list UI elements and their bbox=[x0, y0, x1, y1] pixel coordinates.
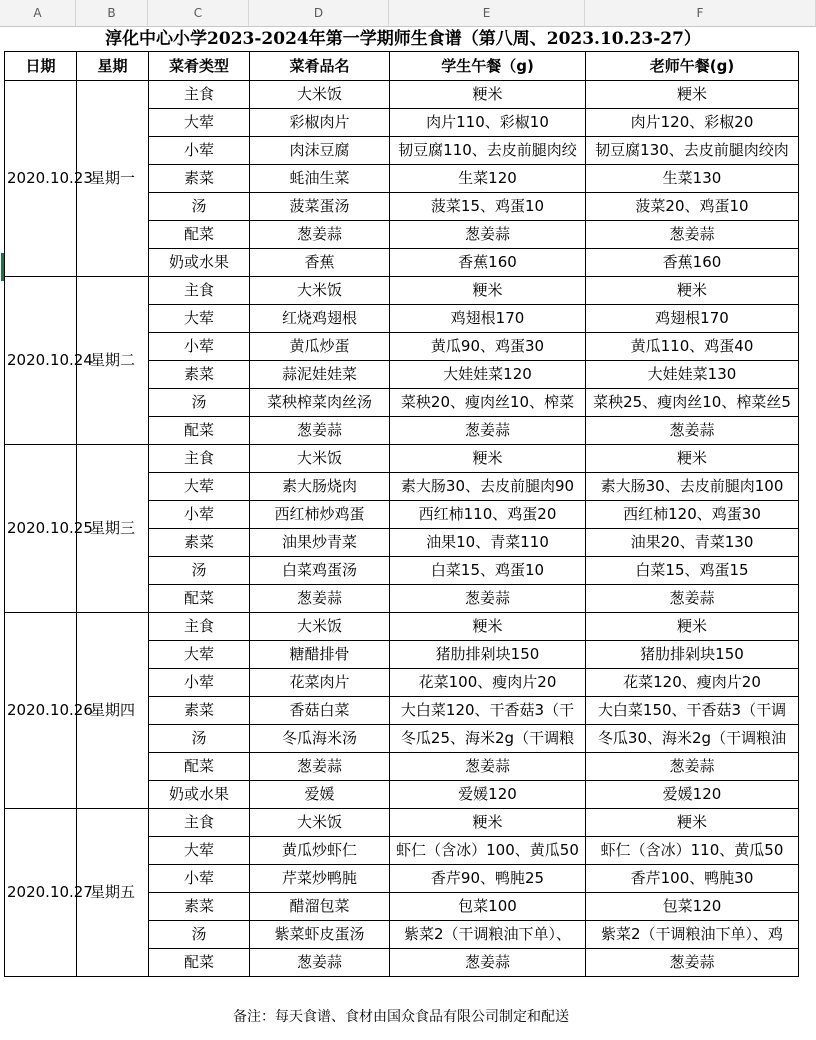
dish-type-cell[interactable]: 奶或水果 bbox=[149, 249, 250, 277]
dish-name-cell[interactable]: 大米饭 bbox=[250, 445, 390, 473]
student-lunch-cell[interactable]: 猪肋排剁块150 bbox=[390, 641, 586, 669]
student-lunch-cell[interactable]: 素大肠30、去皮前腿肉90 bbox=[390, 473, 586, 501]
teacher-lunch-cell[interactable]: 粳米 bbox=[586, 613, 799, 641]
teacher-lunch-cell[interactable]: 虾仁（含冰）110、黄瓜50 bbox=[586, 837, 799, 865]
dish-name-cell[interactable]: 彩椒肉片 bbox=[250, 109, 390, 137]
dish-name-cell[interactable]: 爱媛 bbox=[250, 781, 390, 809]
header-teacher-lunch[interactable]: 老师午餐(g) bbox=[586, 52, 799, 81]
dish-type-cell[interactable]: 素菜 bbox=[149, 697, 250, 725]
dish-type-cell[interactable]: 素菜 bbox=[149, 165, 250, 193]
student-lunch-cell[interactable]: 大白菜120、干香菇3（干 bbox=[390, 697, 586, 725]
footnote[interactable]: 备注：每天食谱、食材由国众食品有限公司制定和配送 bbox=[233, 1009, 569, 1025]
header-date[interactable]: 日期 bbox=[5, 52, 77, 81]
dish-type-cell[interactable]: 主食 bbox=[149, 81, 250, 109]
dish-name-cell[interactable]: 黄瓜炒蛋 bbox=[250, 333, 390, 361]
dish-name-cell[interactable]: 葱姜蒜 bbox=[250, 585, 390, 613]
dish-type-cell[interactable]: 素菜 bbox=[149, 361, 250, 389]
dish-type-cell[interactable]: 主食 bbox=[149, 277, 250, 305]
dish-name-cell[interactable]: 芹菜炒鸭肫 bbox=[250, 865, 390, 893]
column-header-a[interactable]: A bbox=[0, 0, 76, 26]
teacher-lunch-cell[interactable]: 猪肋排剁块150 bbox=[586, 641, 799, 669]
teacher-lunch-cell[interactable]: 粳米 bbox=[586, 81, 799, 109]
column-header-b[interactable]: B bbox=[76, 0, 148, 26]
teacher-lunch-cell[interactable]: 葱姜蒜 bbox=[586, 949, 799, 977]
dish-type-cell[interactable]: 汤 bbox=[149, 725, 250, 753]
header-dish-name[interactable]: 菜肴品名 bbox=[250, 52, 390, 81]
dish-type-cell[interactable]: 主食 bbox=[149, 613, 250, 641]
table-row bbox=[5, 445, 799, 473]
dish-name-cell[interactable]: 素大肠烧肉 bbox=[250, 473, 390, 501]
student-lunch-cell[interactable]: 粳米 bbox=[390, 277, 586, 305]
dish-name-cell[interactable]: 红烧鸡翅根 bbox=[250, 305, 390, 333]
date-cell[interactable]: 2020.10.27 bbox=[5, 809, 77, 977]
teacher-lunch-cell[interactable]: 肉片120、彩椒20 bbox=[586, 109, 799, 137]
teacher-lunch-cell[interactable]: 生菜130 bbox=[586, 165, 799, 193]
teacher-lunch-cell[interactable]: 大娃娃菜130 bbox=[586, 361, 799, 389]
dish-type-cell[interactable]: 大荤 bbox=[149, 109, 250, 137]
dish-name-cell[interactable]: 大米饭 bbox=[250, 613, 390, 641]
weekday-cell[interactable]: 星期二 bbox=[77, 277, 149, 445]
teacher-lunch-cell[interactable]: 西红柿120、鸡蛋30 bbox=[586, 501, 799, 529]
column-header-d[interactable]: D bbox=[249, 0, 389, 26]
dish-type-cell[interactable]: 汤 bbox=[149, 389, 250, 417]
dish-name-cell[interactable]: 糖醋排骨 bbox=[250, 641, 390, 669]
dish-type-cell[interactable]: 配菜 bbox=[149, 753, 250, 781]
dish-name-cell[interactable]: 香菇白菜 bbox=[250, 697, 390, 725]
column-header-c[interactable]: C bbox=[148, 0, 249, 26]
student-lunch-cell[interactable]: 葱姜蒜 bbox=[390, 221, 586, 249]
student-lunch-cell[interactable]: 包菜100 bbox=[390, 893, 586, 921]
student-lunch-cell[interactable]: 西红柿110、鸡蛋20 bbox=[390, 501, 586, 529]
weekday-cell[interactable]: 星期四 bbox=[77, 613, 149, 809]
student-lunch-cell[interactable]: 葱姜蒜 bbox=[390, 585, 586, 613]
dish-name-cell[interactable]: 油果炒青菜 bbox=[250, 529, 390, 557]
header-dish-type[interactable]: 菜肴类型 bbox=[149, 52, 250, 81]
student-lunch-cell[interactable]: 粳米 bbox=[390, 613, 586, 641]
teacher-lunch-cell[interactable]: 粳米 bbox=[586, 809, 799, 837]
student-lunch-cell[interactable]: 大娃娃菜120 bbox=[390, 361, 586, 389]
student-lunch-cell[interactable]: 黄瓜90、鸡蛋30 bbox=[390, 333, 586, 361]
dish-type-cell[interactable]: 素菜 bbox=[149, 893, 250, 921]
student-lunch-cell[interactable]: 粳米 bbox=[390, 445, 586, 473]
menu-title[interactable]: 淳化中心小学2023-2024年第一学期师生食谱（第八周、2023.10.23-27） bbox=[105, 29, 701, 49]
dish-name-cell[interactable]: 紫菜虾皮蛋汤 bbox=[250, 921, 390, 949]
dish-type-cell[interactable]: 小荤 bbox=[149, 137, 250, 165]
table-row bbox=[5, 277, 799, 305]
dish-type-cell[interactable]: 大荤 bbox=[149, 837, 250, 865]
date-cell[interactable]: 2020.10.23 bbox=[5, 81, 77, 277]
dish-name-cell[interactable]: 蒜泥娃娃菜 bbox=[250, 361, 390, 389]
dish-type-cell[interactable]: 汤 bbox=[149, 557, 250, 585]
student-lunch-cell[interactable]: 虾仁（含冰）100、黄瓜50 bbox=[390, 837, 586, 865]
dish-type-cell[interactable]: 大荤 bbox=[149, 473, 250, 501]
dish-name-cell[interactable]: 黄瓜炒虾仁 bbox=[250, 837, 390, 865]
table-row bbox=[5, 809, 799, 837]
teacher-lunch-cell[interactable]: 葱姜蒜 bbox=[586, 585, 799, 613]
teacher-lunch-cell[interactable]: 菠菜20、鸡蛋10 bbox=[586, 193, 799, 221]
column-header-f[interactable]: F bbox=[585, 0, 816, 26]
dish-name-cell[interactable]: 菠菜蛋汤 bbox=[250, 193, 390, 221]
student-lunch-cell[interactable]: 油果10、青菜110 bbox=[390, 529, 586, 557]
dish-name-cell[interactable]: 葱姜蒜 bbox=[250, 221, 390, 249]
teacher-lunch-cell[interactable]: 白菜15、鸡蛋15 bbox=[586, 557, 799, 585]
column-header-e[interactable]: E bbox=[389, 0, 585, 26]
dish-name-cell[interactable]: 大米饭 bbox=[250, 81, 390, 109]
dish-name-cell[interactable]: 香蕉 bbox=[250, 249, 390, 277]
student-lunch-cell[interactable]: 葱姜蒜 bbox=[390, 753, 586, 781]
teacher-lunch-cell[interactable]: 花菜120、瘦肉片20 bbox=[586, 669, 799, 697]
dish-name-cell[interactable]: 大米饭 bbox=[250, 277, 390, 305]
header-weekday[interactable]: 星期 bbox=[77, 52, 149, 81]
date-cell[interactable]: 2020.10.24 bbox=[5, 277, 77, 445]
student-lunch-cell[interactable]: 生菜120 bbox=[390, 165, 586, 193]
weekday-cell[interactable]: 星期五 bbox=[77, 809, 149, 977]
student-lunch-cell[interactable]: 紫菜2（干调粮油下单）、 bbox=[390, 921, 586, 949]
student-lunch-cell[interactable]: 菠菜15、鸡蛋10 bbox=[390, 193, 586, 221]
table-row bbox=[5, 81, 799, 109]
date-cell[interactable]: 2020.10.25 bbox=[5, 445, 77, 613]
teacher-lunch-cell[interactable]: 葱姜蒜 bbox=[586, 753, 799, 781]
dish-name-cell[interactable]: 葱姜蒜 bbox=[250, 417, 390, 445]
teacher-lunch-cell[interactable]: 粳米 bbox=[586, 277, 799, 305]
teacher-lunch-cell[interactable]: 爱媛120 bbox=[586, 781, 799, 809]
teacher-lunch-cell[interactable]: 大白菜150、干香菇3（干调 bbox=[586, 697, 799, 725]
dish-type-cell[interactable]: 汤 bbox=[149, 193, 250, 221]
teacher-lunch-cell[interactable]: 鸡翅根170 bbox=[586, 305, 799, 333]
dish-type-cell[interactable]: 配菜 bbox=[149, 221, 250, 249]
dish-type-cell[interactable]: 配菜 bbox=[149, 949, 250, 977]
student-lunch-cell[interactable]: 鸡翅根170 bbox=[390, 305, 586, 333]
dish-type-cell[interactable]: 小荤 bbox=[149, 501, 250, 529]
dish-name-cell[interactable]: 大米饭 bbox=[250, 809, 390, 837]
dish-name-cell[interactable]: 蚝油生菜 bbox=[250, 165, 390, 193]
dish-name-cell[interactable]: 醋溜包菜 bbox=[250, 893, 390, 921]
dish-name-cell[interactable]: 西红柿炒鸡蛋 bbox=[250, 501, 390, 529]
dish-type-cell[interactable]: 大荤 bbox=[149, 305, 250, 333]
student-lunch-cell[interactable]: 菜秧20、瘦肉丝10、榨菜 bbox=[390, 389, 586, 417]
menu-body bbox=[5, 81, 799, 977]
teacher-lunch-cell[interactable]: 素大肠30、去皮前腿肉100 bbox=[586, 473, 799, 501]
weekday-cell[interactable]: 星期三 bbox=[77, 445, 149, 613]
student-lunch-cell[interactable]: 爱媛120 bbox=[390, 781, 586, 809]
teacher-lunch-cell[interactable]: 黄瓜110、鸡蛋40 bbox=[586, 333, 799, 361]
teacher-lunch-cell[interactable]: 香芹100、鸭肫30 bbox=[586, 865, 799, 893]
dish-type-cell[interactable]: 汤 bbox=[149, 921, 250, 949]
teacher-lunch-cell[interactable]: 菜秧25、瘦肉丝10、榨菜丝5 bbox=[586, 389, 799, 417]
teacher-lunch-cell[interactable]: 粳米 bbox=[586, 445, 799, 473]
teacher-lunch-cell[interactable]: 包菜120 bbox=[586, 893, 799, 921]
dish-type-cell[interactable]: 大荤 bbox=[149, 641, 250, 669]
student-lunch-cell[interactable]: 葱姜蒜 bbox=[390, 949, 586, 977]
dish-type-cell[interactable]: 配菜 bbox=[149, 585, 250, 613]
dish-type-cell[interactable]: 主食 bbox=[149, 445, 250, 473]
teacher-lunch-cell[interactable]: 韧豆腐130、去皮前腿肉绞肉 bbox=[586, 137, 799, 165]
student-lunch-cell[interactable]: 肉片110、彩椒10 bbox=[390, 109, 586, 137]
teacher-lunch-cell[interactable]: 冬瓜30、海米2g（干调粮油 bbox=[586, 725, 799, 753]
student-lunch-cell[interactable]: 花菜100、瘦肉片20 bbox=[390, 669, 586, 697]
dish-name-cell[interactable]: 菜秧榨菜肉丝汤 bbox=[250, 389, 390, 417]
student-lunch-cell[interactable]: 香蕉160 bbox=[390, 249, 586, 277]
dish-name-cell[interactable]: 花菜肉片 bbox=[250, 669, 390, 697]
student-lunch-cell[interactable]: 白菜15、鸡蛋10 bbox=[390, 557, 586, 585]
header-student-lunch[interactable]: 学生午餐（g) bbox=[390, 52, 586, 81]
student-lunch-cell[interactable]: 韧豆腐110、去皮前腿肉绞 bbox=[390, 137, 586, 165]
student-lunch-cell[interactable]: 粳米 bbox=[390, 81, 586, 109]
student-lunch-cell[interactable]: 香芹90、鸭肫25 bbox=[390, 865, 586, 893]
dish-type-cell[interactable]: 素菜 bbox=[149, 529, 250, 557]
teacher-lunch-cell[interactable]: 葱姜蒜 bbox=[586, 221, 799, 249]
student-lunch-cell[interactable]: 葱姜蒜 bbox=[390, 417, 586, 445]
teacher-lunch-cell[interactable]: 香蕉160 bbox=[586, 249, 799, 277]
date-cell[interactable]: 2020.10.26 bbox=[5, 613, 77, 809]
dish-type-cell[interactable]: 小荤 bbox=[149, 333, 250, 361]
teacher-lunch-cell[interactable]: 紫菜2（干调粮油下单）、鸡 bbox=[586, 921, 799, 949]
dish-name-cell[interactable]: 葱姜蒜 bbox=[250, 949, 390, 977]
column-header-bar bbox=[0, 0, 816, 27]
dish-type-cell[interactable]: 奶或水果 bbox=[149, 781, 250, 809]
dish-type-cell[interactable]: 配菜 bbox=[149, 417, 250, 445]
dish-type-cell[interactable]: 主食 bbox=[149, 809, 250, 837]
teacher-lunch-cell[interactable]: 葱姜蒜 bbox=[586, 417, 799, 445]
dish-name-cell[interactable]: 冬瓜海米汤 bbox=[250, 725, 390, 753]
dish-type-cell[interactable]: 小荤 bbox=[149, 669, 250, 697]
teacher-lunch-cell[interactable]: 油果20、青菜130 bbox=[586, 529, 799, 557]
dish-name-cell[interactable]: 葱姜蒜 bbox=[250, 753, 390, 781]
table-row bbox=[5, 613, 799, 641]
weekday-cell[interactable]: 星期一 bbox=[77, 81, 149, 277]
student-lunch-cell[interactable]: 冬瓜25、海米2g（干调粮 bbox=[390, 725, 586, 753]
header-row bbox=[5, 52, 799, 81]
dish-name-cell[interactable]: 肉沫豆腐 bbox=[250, 137, 390, 165]
dish-name-cell[interactable]: 白菜鸡蛋汤 bbox=[250, 557, 390, 585]
menu-table bbox=[4, 51, 799, 977]
dish-type-cell[interactable]: 小荤 bbox=[149, 865, 250, 893]
student-lunch-cell[interactable]: 粳米 bbox=[390, 809, 586, 837]
